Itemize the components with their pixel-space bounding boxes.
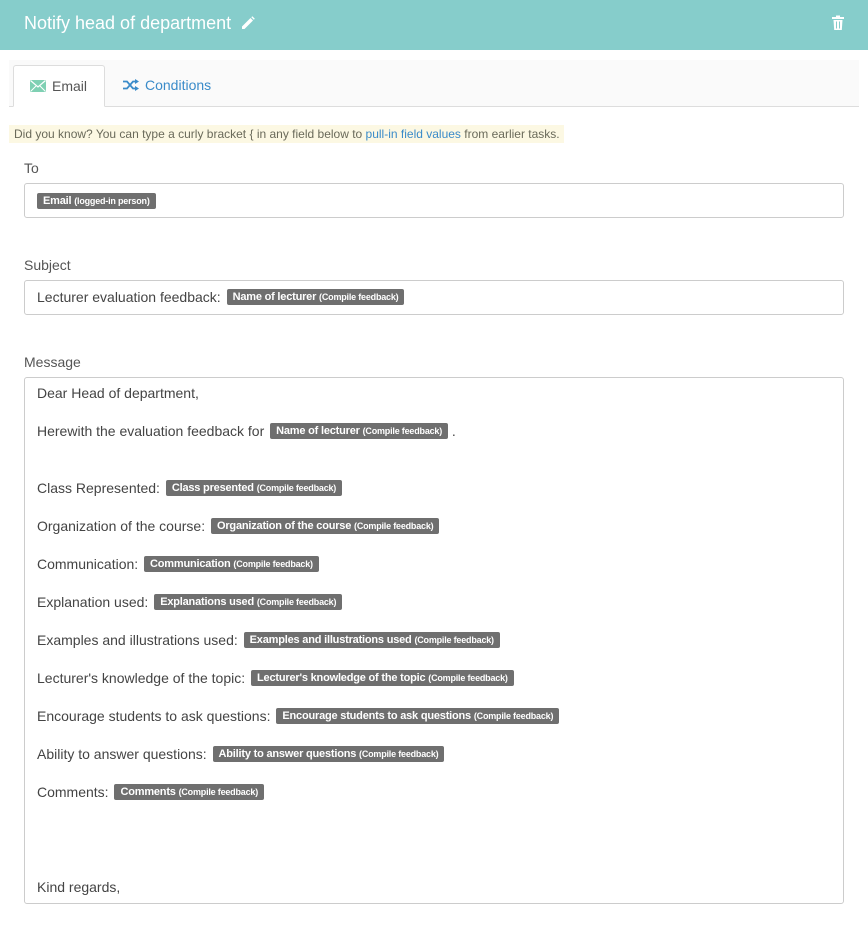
message-row: [37, 783, 264, 801]
intro-period: .: [451, 423, 456, 439]
subject-field[interactable]: [24, 280, 844, 315]
tab-bar: [9, 60, 859, 107]
field-chip-name-of-lecturer[interactable]: [227, 289, 405, 305]
tip-suffix: from earlier tasks.: [460, 127, 560, 141]
chip-name: Comments: [120, 786, 176, 799]
chip-source: (Compile feedback): [473, 711, 554, 722]
message-label: Message: [24, 354, 81, 370]
intro-text: Herewith the evaluation feedback for: [37, 423, 265, 439]
chip-name: Communication: [150, 558, 231, 571]
chip-source: (Compile feedback): [354, 521, 434, 532]
chip-source: (Compile feedback): [362, 426, 443, 437]
tab-conditions[interactable]: [121, 65, 211, 105]
to-field[interactable]: [24, 183, 844, 218]
chip-source: (Compile feedback): [233, 559, 313, 570]
chip-name: Explanations used: [160, 596, 254, 609]
chip-name: Name of lecturer: [276, 425, 360, 438]
field-chip-email[interactable]: [37, 193, 156, 209]
row-text: Ability to answer questions:: [37, 746, 207, 762]
chip-name: Lecturer's knowledge of the topic: [257, 672, 426, 685]
chip-name: Examples and illustrations used: [249, 634, 412, 647]
field-chip-name-of-lecturer[interactable]: [270, 423, 448, 439]
chip-name: Encourage students to ask questions: [282, 710, 471, 723]
tab-email[interactable]: [13, 65, 105, 107]
chip-source: (Compile feedback): [178, 787, 258, 798]
message-row: [37, 707, 559, 725]
subject-line: [37, 288, 404, 306]
field-chip-organization[interactable]: [211, 518, 439, 534]
chip-name: Email: [43, 195, 72, 207]
shuffle-icon: [123, 79, 139, 91]
message-intro: [37, 422, 456, 440]
row-text: Examples and illustrations used:: [37, 632, 238, 648]
field-chip-encourage[interactable]: [276, 708, 559, 724]
message-greeting: Dear Head of department,: [37, 385, 199, 401]
field-chip-comments[interactable]: [114, 784, 264, 800]
field-chip-class-presented[interactable]: [166, 480, 342, 496]
chip-source: (Compile feedback): [319, 292, 399, 303]
row-text: Organization of the course:: [37, 518, 206, 534]
row-text: Class Represented:: [37, 480, 160, 496]
tab-conditions-label: Conditions: [145, 77, 212, 93]
row-text: Lecturer's knowledge of the topic:: [37, 670, 246, 686]
field-chip-knowledge[interactable]: [251, 670, 514, 686]
chip-name: Name of lecturer: [232, 291, 317, 304]
tip-banner: [9, 125, 564, 143]
task-header: [0, 0, 868, 50]
tab-email-label: Email: [52, 78, 88, 94]
message-row: [37, 593, 342, 611]
pull-in-field-values-link[interactable]: pull-in field values: [365, 127, 461, 141]
to-label: To: [24, 160, 39, 176]
chip-source: (Compile feedback): [359, 749, 439, 760]
row-text: Communication:: [37, 556, 139, 572]
tip-prefix: Did you know? You can type a curly bracket { in any field below to: [14, 127, 366, 141]
subject-text: Lecturer evaluation feedback:: [37, 289, 221, 305]
message-closing: Kind regards,: [37, 879, 121, 895]
chip-name: Ability to answer questions: [218, 748, 357, 761]
chip-name: Organization of the course: [217, 520, 352, 533]
chip-source: (logged-in person): [74, 196, 150, 206]
chip-source: (Compile feedback): [428, 673, 508, 684]
field-chip-ability[interactable]: [213, 746, 445, 762]
subject-label: Subject: [24, 257, 71, 273]
row-text: Explanation used:: [37, 594, 149, 610]
message-row: [37, 745, 444, 763]
message-row: [37, 631, 500, 649]
chip-source: (Compile feedback): [414, 635, 494, 646]
envelope-icon: [30, 80, 46, 92]
chip-source: (Compile feedback): [256, 597, 337, 608]
field-chip-examples[interactable]: [244, 632, 500, 648]
message-row: [37, 517, 439, 535]
row-text: Encourage students to ask questions:: [37, 708, 271, 724]
row-text: Comments:: [37, 784, 109, 800]
trash-icon[interactable]: [831, 15, 845, 31]
field-chip-communication[interactable]: [144, 556, 319, 572]
chip-name: Class presented: [171, 482, 254, 495]
task-title[interactable]: Notify head of department: [24, 13, 232, 33]
message-row: [37, 555, 319, 573]
chip-source: (Compile feedback): [256, 483, 337, 494]
message-field[interactable]: [24, 377, 844, 904]
field-chip-explanations[interactable]: [154, 594, 342, 610]
pencil-icon[interactable]: [240, 15, 256, 31]
message-row: [37, 669, 514, 687]
message-row: [37, 479, 342, 497]
